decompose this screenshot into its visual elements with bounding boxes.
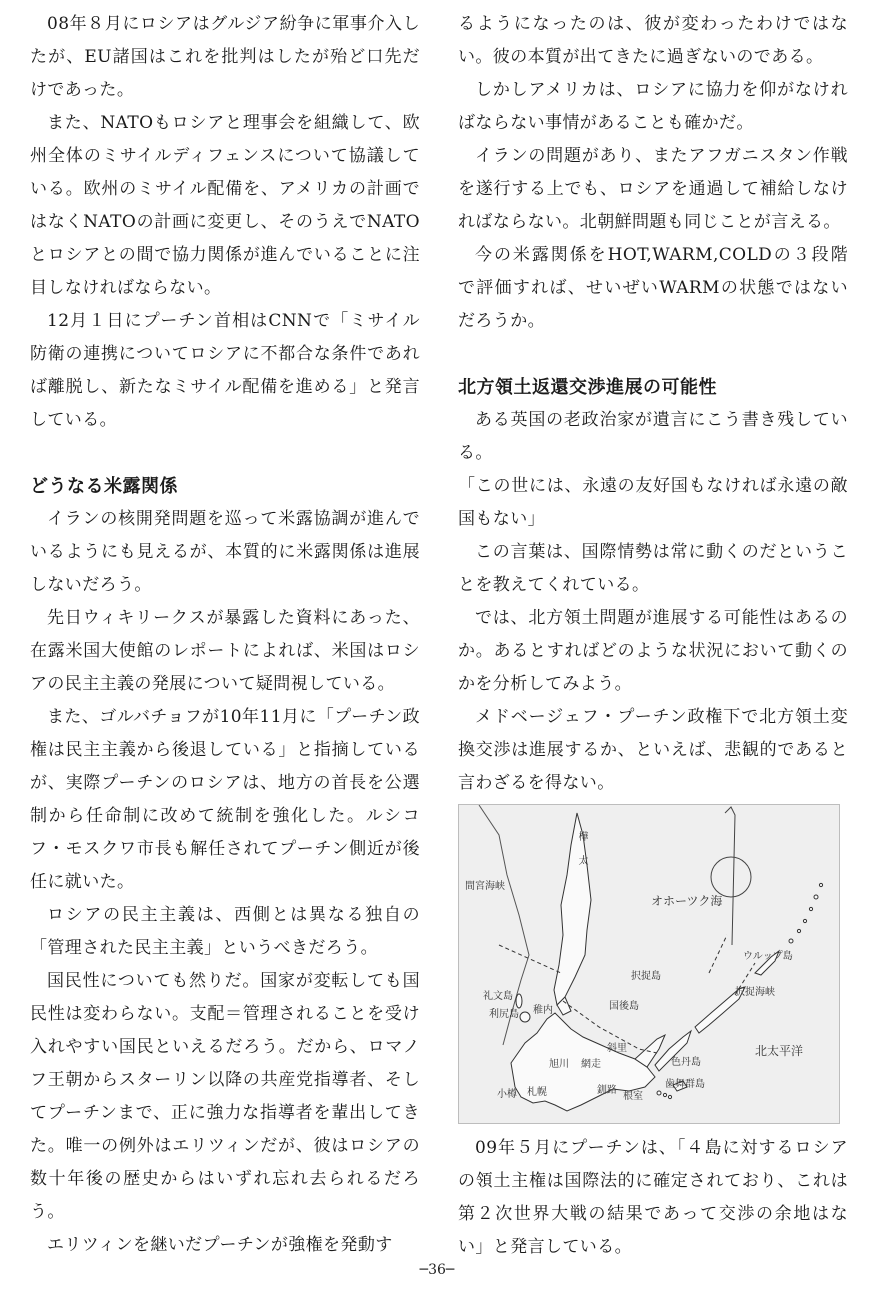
compass-needle [725, 807, 735, 945]
map-label: 小樽 [497, 1089, 517, 1100]
kuril-islet [803, 919, 806, 922]
section-heading-us-russia: どうなる米露関係 [30, 476, 178, 497]
map-label: 択捉島 [631, 971, 661, 982]
map-label: 間宮海峡 [465, 881, 505, 892]
paragraph: 今の米露関係をHOT,WARM,COLDの３段階で評価すれば、せいぜいWARMの状態ではないだろうか。 [458, 245, 848, 331]
paragraph: ある英国の老政治家が遺言にこう書き残している。 [458, 410, 848, 463]
map-label: 網走 [581, 1059, 601, 1070]
paragraph: 09年５月にプーチンは、「４島に対するロシアの領土主権は国際法的に確定されており、これは第２次世界大戦の結果であって交渉の余地はない」と発言している。 [458, 1138, 848, 1257]
kuril-islet [814, 895, 818, 899]
quote: 「この世には、永遠の友好国もなければ永遠の敵国もない」 [458, 476, 848, 529]
paragraph: 08年８月にロシアはグルジア紛争に軍事介入したが、EU諸国はこれを批判はしたが殆ど口先だけであった。 [30, 14, 420, 100]
boundary-line [499, 945, 561, 973]
map-label: 斜里 [607, 1043, 627, 1054]
map-label: 択捉海峡 [735, 987, 775, 998]
paragraph: 12月１日にプーチン首相はCNNで「ミサイル防衛の連携についてロシアに不都合な条件であれば離脱し、新たなミサイル配備を進める」と発言している。 [30, 311, 420, 430]
kuril-islet [819, 883, 822, 886]
map-label: 北太平洋 [755, 1044, 804, 1058]
paragraph: イランの問題があり、またアフガニスタン作戦を遂行する上でも、ロシアを通過して補給しなければならない。北朝鮮問題も同じことが言える。 [458, 146, 848, 232]
paragraph: るようになったのは、彼が変わったわけではない。彼の本質が出てきたに過ぎないのである。 [458, 14, 848, 67]
map-label: 札幌 [527, 1087, 547, 1098]
habomai-islet [657, 1091, 661, 1095]
habomai-islet [663, 1093, 666, 1096]
kuril-islet [809, 907, 812, 910]
map-label: 歯舞群島 [665, 1079, 705, 1090]
paragraph: また、NATOもロシアと理事会を組織して、欧州全体のミサイルディフェンスについて協議している。欧州のミサイル配備を、アメリカの計画ではなくNATOの計画に変更し、そのうえでNATOとロシアとの間で協力関係が進んでいることに注目しなければならない。 [30, 113, 420, 298]
map-label: ウルップ島 [743, 951, 793, 962]
section-heading-northern-territories: 北方領土返還交渉進展の可能性 [458, 377, 717, 398]
paragraph: ロシアの民主主義は、西側とは異なる独自の「管理された民主主義」というべきだろう。 [30, 905, 420, 958]
paragraph: この言葉は、国際情勢は常に動くのだということを教えてくれている。 [458, 542, 848, 595]
map-label: 樺 [576, 831, 587, 841]
map-label: 根室 [623, 1091, 643, 1102]
rishiri-island [520, 1012, 530, 1022]
sakhalin-island [554, 813, 591, 1005]
map-label: 稚内 [533, 1005, 553, 1016]
paragraph: では、北方領土問題が進展する可能性はあるのか。あるとすればどのような状況において動くのかを分析してみよう。 [458, 608, 848, 694]
boundary-line [709, 935, 727, 973]
paragraph: イランの核開発問題を巡って米露協調が進んでいるようにも見えるが、本質的に米露関係は進展しないだろう。 [30, 509, 420, 595]
kuril-islet [789, 939, 793, 943]
page-number: ─36─ [419, 1262, 455, 1278]
paragraph: 国民性についても然りだ。国家が変転しても国民性は変わらない。支配＝管理されることを受け入れやすい国民といえるだろう。だから、ロマノフ王朝からスターリン以降の共産党指導者、そしてプーチンまで、正に強力な指導者を輩出してきた。唯一の例外はエリツィンだが、彼はロシアの数十年後の歴史からはいずれ忘れ去られるだろう。 [30, 971, 420, 1222]
paragraph: しかしアメリカは、ロシアに協力を仰がなければならない事情があることも確かだ。 [458, 80, 848, 133]
map-label: 太 [576, 855, 587, 865]
paragraph: 先日ウィキリークスが暴露した資料にあった、在露米国大使館のレポートによれば、米国はロシアの民主主義の発展について疑問視している。 [30, 608, 420, 694]
paragraph: また、ゴルバチョフが10年11月に「プーチン政権は民主主義から後退している」と指摘しているが、実際プーチンのロシアは、地方の首長を公選制から任命制に改めて統制を強化した。ルシコフ・モスクワ市長も解任されてプーチン側近が後任に就いた。 [30, 707, 420, 892]
map-label: 利尻島 [489, 1009, 519, 1020]
habomai-islet [668, 1095, 671, 1098]
northern-territories-map [458, 804, 840, 1124]
paragraph: エリツィンを継いだプーチンが強権を発動す [47, 1235, 393, 1255]
kuril-islet [797, 929, 800, 932]
right-column [458, 8, 848, 1264]
rebun-island [516, 994, 522, 1008]
map-label: 旭川 [549, 1059, 569, 1070]
map-label: 礼文島 [483, 991, 513, 1002]
map-label: 国後島 [609, 1001, 639, 1012]
map-graphic [459, 805, 839, 1123]
map-label: 釧路 [597, 1085, 617, 1096]
compass-circle [711, 857, 751, 897]
map-label: オホーツク海 [651, 894, 723, 908]
map-label: 色丹島 [671, 1057, 701, 1068]
left-column [30, 8, 420, 1262]
paragraph: メドベージェフ・プーチン政権下で北方領土変換交渉は進展するか、といえば、悲観的であると言わざるを得ない。 [458, 707, 848, 793]
